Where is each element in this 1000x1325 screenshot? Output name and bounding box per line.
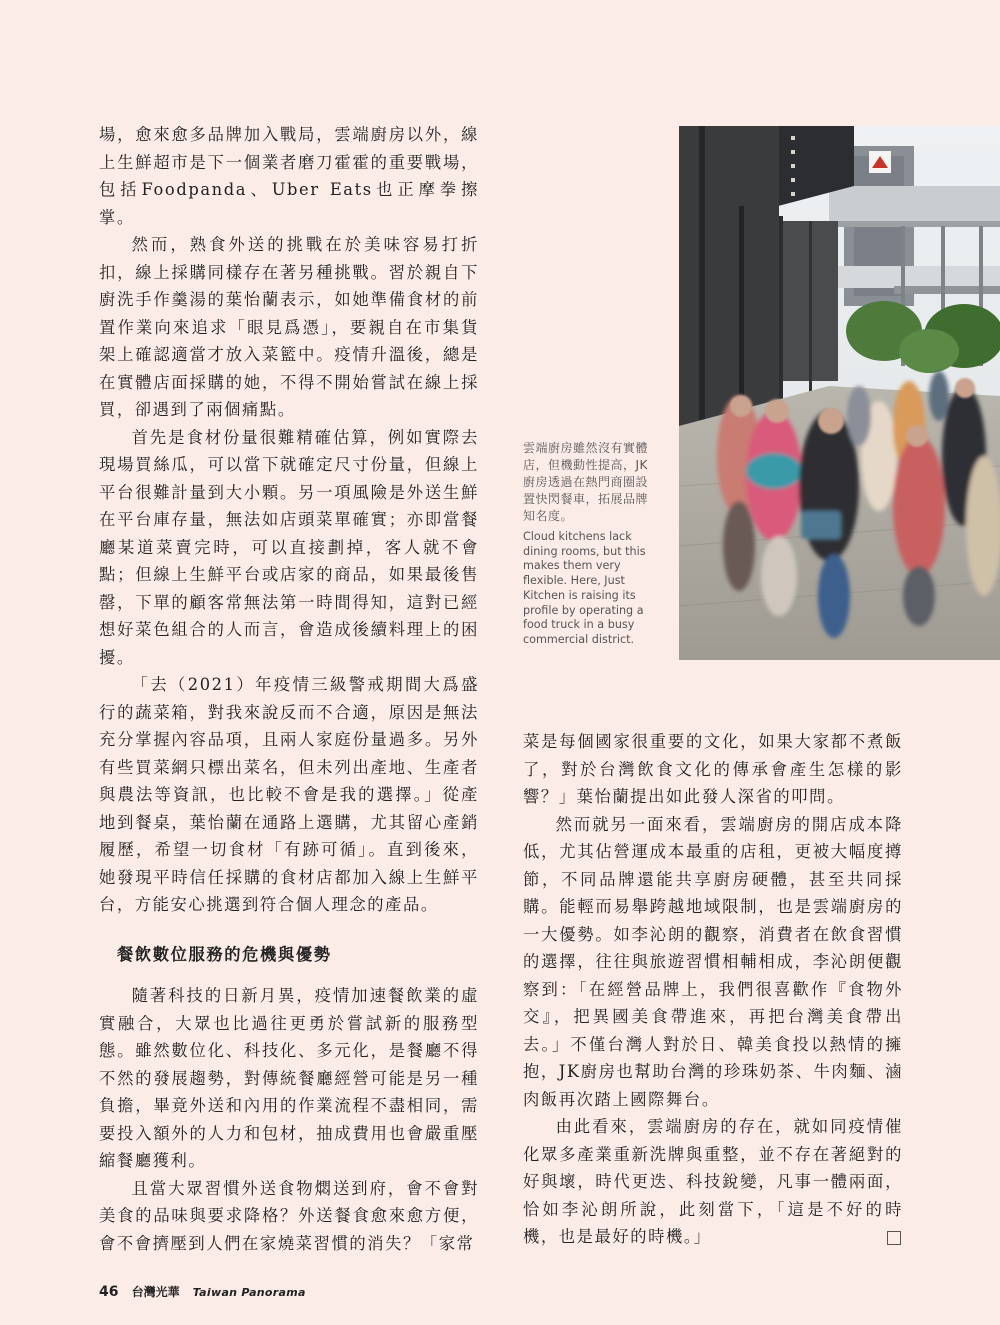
magazine-name-zh: 台灣光華 [131,1285,180,1299]
paragraph: 場，愈來愈多品牌加入戰局，雲端廚房以外，線上生鮮超市是下一個業者磨刀霍霍的重要戰場，包括Foodpanda、Uber Eats也正摩拳擦掌。 [99,125,479,227]
paragraph: 「去（2021）年疫情三級警戒期間大爲盛行的蔬菜箱，對我來說反而不合適，原因是無法充分掌握內容品項，且兩人家庭份量過多。另外有些買菜網只標出菜名，但未列出產地、生產者與農法等資訊，也比較不會是我的選擇。」從產地到餐桌，葉怡蘭在通路上選購，尤其留心產銷履歷，希望一切食材「有跡可循」。直到後來，她發現平時信任採購的食材店都加入線上生鮮平台，方能安心挑選到符合個人理念的產品。 [99,675,479,914]
paragraph: 然而，熟食外送的挑戰在於美味容易打折扣，線上採購同樣存在著另種挑戰。習於親自下廚洗手作羹湯的葉怡蘭表示，如她準備食材的前置作業向來追求「眼見爲憑」，要親自在市集貨架上確認適當才放入菜籃中。疫情升溫後，總是在實體店面採購的她，不得不開始嘗試在線上採買，卻遇到了兩個痛點。 [99,235,479,419]
page-footer [99,1281,306,1301]
paragraph: 菜是每個國家很重要的文化，如果大家都不煮飯了，對於台灣飲食文化的傳承會產生怎樣的影響？」葉怡蘭提出如此發人深省的叩問。 [523,732,903,806]
paragraph-text: 由此看來，雲端廚房的存在，就如同疫情催化眾多產業重新洗牌與重整，並不存在著絕對的好與壞，時代更迭、科技銳變，凡事一體兩面，恰如李沁朗所說，此刻當下，「這是不好的時機，也是最好的時機。」 [523,1117,903,1246]
photo-caption [523,440,651,648]
paragraph: 然而就另一面來看，雲端廚房的開店成本降低，尤其佔營運成本最重的店租，更被大幅度撙節，不同品牌還能共享廚房硬體，甚至共同採購。能輕而易舉跨越地域限制，也是雲端廚房的一大優勢。如李沁朗的觀察，消費者在飲食習慣的選擇，往往與旅遊習慣相輔相成，李沁朗便觀察到：「在經營品牌上，我們很喜歡作『食物外交』，把異國美食帶進來，再把台灣美食帶出去。」不僅台灣人對於日、韓美食投以熱情的擁抱，JK廚房也幫助台灣的珍珠奶茶、牛肉麵、滷肉飯再次踏上國際舞台。 [523,814,903,1109]
street-photo [679,126,1000,660]
section-heading: 餐飲數位服務的危機與優勢 [117,944,332,964]
paragraph: 隨著科技的日新月異，疫情加速餐飲業的虛實融合，大眾也比過往更勇於嘗試新的服務型態。雖然數位化、科技化、多元化，是餐廳不得不然的發展趨勢，對傳統餐廳經營可能是另一種負擔，畢竟外送和內用的作業流程不盡相同，需要投入額外的人力和包材，抽成費用也會嚴重壓縮餐廳獲利。 [99,986,479,1170]
right-text-column [523,728,903,1251]
caption-chinese: 雲端廚房雖然沒有實體店，但機動性提高，JK廚房透過在熱門商圈設置快閃餐車，拓展品牌知名度。 [523,441,649,523]
paragraph: 首先是食材份量很難精確估算，例如實際去現場買絲瓜，可以當下就確定尺寸份量，但線上平台很難計量到大小顆。另一項風險是外送生鮮在平台庫存量，無法如店頭菜單確實；亦即當餐廳某道菜賣完時，可以直接劃掉，客人就不會點；但線上生鮮平台或店家的商品，如果最後售罄，下單的顧客常無法第一時間得知，這對已經想好菜色組合的人而言，會造成後續料理上的困擾。 [99,427,479,667]
paragraph [523,1113,903,1251]
end-of-article-mark [887,1231,901,1245]
paragraph: 且當大眾習慣外送食物燜送到府，會不會對美食的品味與要求降格？外送餐食愈來愈方便，會不會擠壓到人們在家燒菜習慣的消失？「家常 [99,1178,479,1253]
page-number: 46 [99,1284,119,1300]
magazine-name-en: Taiwan Panorama [192,1286,306,1299]
left-text-column [99,121,479,1257]
caption-english: Cloud kitchens lack dining rooms, but this makes them very flexible. Here, Just Kitchen is raising its profile by operating a food truck in a busy commercial district. [523,530,646,646]
